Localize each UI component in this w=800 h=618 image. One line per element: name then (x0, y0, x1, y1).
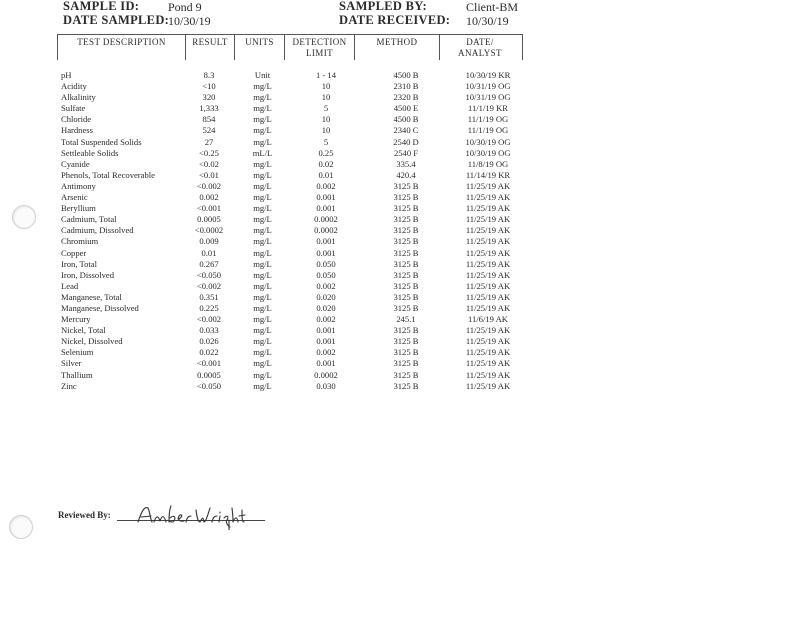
cell-detection-limit: 0.001 (316, 247, 336, 258)
cell-date-analyst: 11/25/19 AK (465, 247, 511, 258)
cell-detection-limit: 0.0002 (314, 369, 338, 380)
cell-method: 2310 B (393, 81, 419, 92)
cell-units: mg/L (253, 280, 272, 291)
cell-test-description: Nickel, Total (61, 325, 106, 336)
hole-punch (12, 205, 36, 229)
cell-detection-limit: 1 - 14 (315, 70, 337, 80)
table-row (0, 303, 800, 314)
cell-units: mL/L (252, 147, 273, 158)
cell-result: <0.25 (199, 147, 219, 158)
table-row (0, 70, 800, 81)
cell-test-description: Acidity (61, 81, 87, 92)
col-date-analyst (440, 35, 520, 60)
cell-result: 854 (202, 114, 216, 125)
cell-test-description: Mercury (61, 314, 91, 325)
date-sampled-label: DATE SAMPLED: (63, 13, 170, 27)
table-row (0, 103, 800, 114)
cell-detection-limit: 0.0002 (314, 214, 338, 225)
cell-test-description: Lead (61, 280, 79, 291)
cell-detection-limit: 10 (321, 92, 331, 103)
cell-result: <0.001 (196, 358, 222, 369)
table-row (0, 336, 800, 347)
cell-test-description: Zinc (61, 380, 77, 391)
table-row (0, 358, 800, 369)
cell-units: mg/L (253, 380, 272, 391)
cell-detection-limit: 0.020 (316, 291, 336, 302)
cell-result: <0.050 (196, 380, 222, 391)
cell-units: mg/L (253, 114, 272, 125)
cell-result: <0.002 (196, 280, 222, 291)
cell-method: 4500 E (393, 103, 419, 114)
cell-result: <0.002 (196, 314, 222, 325)
cell-detection-limit: 0.002 (316, 180, 336, 191)
table-row (0, 370, 800, 381)
cell-method: 3125 B (393, 347, 419, 358)
cell-method: 3125 B (393, 291, 419, 302)
cell-detection-limit: 0.001 (316, 192, 336, 203)
cell-test-description: Settleable Solids (61, 147, 119, 158)
cell-units: mg/L (253, 325, 272, 336)
table-row (0, 236, 800, 247)
cell-result: 1,333 (199, 103, 219, 114)
cell-method: 245.1 (396, 314, 416, 325)
cell-units: mg/L (253, 180, 272, 191)
cell-method: 2340 C (393, 125, 419, 136)
cell-method: 2540 D (393, 136, 419, 147)
table-row (0, 203, 800, 214)
table-row (0, 270, 800, 281)
cell-units: mg/L (253, 336, 272, 347)
date-received-label: DATE RECEIVED: (339, 13, 451, 27)
cell-method: 3125 B (393, 336, 419, 347)
cell-method: 3125 B (393, 247, 419, 258)
cell-date-analyst: 11/25/19 AK (465, 369, 511, 380)
cell-test-description: Alkalinity (61, 92, 96, 103)
cell-date-analyst: 11/25/19 AK (465, 180, 511, 191)
cell-detection-limit: 0.002 (316, 280, 336, 291)
cell-date-analyst: 11/25/19 AK (465, 302, 511, 313)
cell-result: 27 (204, 136, 214, 147)
table-row (0, 192, 800, 203)
handwritten-signature (136, 500, 246, 530)
cell-units: mg/L (253, 136, 272, 147)
cell-detection-limit: 0.050 (316, 258, 336, 269)
cell-method: 3125 B (393, 258, 419, 269)
cell-detection-limit: 0.050 (316, 269, 336, 280)
cell-units: mg/L (253, 347, 272, 358)
cell-result: 0.022 (199, 347, 219, 358)
cell-method: 2320 B (393, 92, 419, 103)
table-row (0, 125, 800, 136)
cell-date-analyst: 10/31/19 OG (465, 81, 511, 92)
cell-units: mg/L (253, 269, 272, 280)
cell-result: 0.225 (199, 302, 219, 313)
cell-test-description: Silver (61, 358, 82, 369)
cell-result: <0.050 (196, 269, 222, 280)
cell-method: 3125 B (393, 225, 419, 236)
sample-id-label: SAMPLE ID: (63, 0, 140, 13)
table-row (0, 325, 800, 336)
cell-date-analyst: 11/25/19 AK (465, 280, 511, 291)
reviewed-by-label: Reviewed By: (58, 510, 111, 520)
hole-punch (9, 515, 33, 539)
cell-test-description: Cadmium, Dissolved (61, 225, 134, 236)
table-row (0, 292, 800, 303)
cell-units: mg/L (253, 169, 272, 180)
cell-date-analyst: 11/25/19 AK (465, 269, 511, 280)
date-received-value: 10/30/19 (466, 14, 509, 28)
table-row (0, 381, 800, 392)
cell-detection-limit: 0.02 (318, 158, 334, 169)
cell-date-analyst: 10/31/19 OG (465, 92, 511, 103)
cell-test-description: Iron, Total (61, 258, 97, 269)
cell-detection-limit: 0.002 (316, 347, 336, 358)
col-detection-line1: DETECTION (292, 37, 347, 47)
cell-test-description: Copper (61, 247, 87, 258)
cell-result: 0.351 (199, 291, 219, 302)
cell-date-analyst: 11/25/19 AK (465, 347, 511, 358)
cell-date-analyst: 11/8/19 OG (467, 158, 509, 169)
cell-result: <10 (202, 81, 216, 92)
sampled-by-label: SAMPLED BY: (339, 0, 427, 13)
cell-result: <0.002 (196, 180, 222, 191)
cell-units: mg/L (253, 158, 272, 169)
table-row (0, 148, 800, 159)
cell-method: 3125 B (393, 302, 419, 313)
table-row (0, 81, 800, 92)
cell-units: mg/L (253, 214, 272, 225)
col-detection-limit (285, 35, 355, 60)
cell-method: 3125 B (393, 180, 419, 191)
cell-result: 0.267 (199, 258, 219, 269)
cell-detection-limit: 10 (321, 114, 331, 125)
cell-detection-limit: 0.01 (318, 169, 334, 180)
cell-date-analyst: 10/30/19 KR (465, 70, 511, 80)
table-row (0, 248, 800, 259)
cell-test-description: Arsenic (61, 192, 88, 203)
cell-detection-limit: 0.020 (316, 302, 336, 313)
cell-date-analyst: 11/25/19 AK (465, 336, 511, 347)
cell-result: 0.033 (199, 325, 219, 336)
table-row (0, 114, 800, 125)
cell-detection-limit: 5 (323, 136, 329, 147)
cell-date-analyst: 10/30/19 OG (465, 136, 511, 147)
table-column-headers (57, 34, 523, 60)
cell-date-analyst: 11/25/19 AK (465, 192, 511, 203)
cell-date-analyst: 11/1/19 KR (467, 103, 509, 114)
col-date-line1: DATE/ (466, 37, 494, 47)
cell-detection-limit: 10 (321, 125, 331, 136)
cell-test-description: Nickel, Dissolved (61, 336, 123, 347)
cell-units: mg/L (253, 236, 272, 247)
cell-date-analyst: 10/30/19 OG (465, 147, 511, 158)
col-test-description: TEST DESCRIPTION (58, 35, 186, 60)
cell-method: 4500 B (393, 114, 419, 125)
cell-detection-limit: 0.002 (316, 314, 336, 325)
cell-date-analyst: 11/25/19 AK (465, 380, 511, 391)
cell-method: 3125 B (393, 369, 419, 380)
cell-result: 0.026 (199, 336, 219, 347)
cell-test-description: Manganese, Total (61, 291, 122, 302)
cell-detection-limit: 0.001 (316, 236, 336, 247)
table-row (0, 214, 800, 225)
table-row (0, 170, 800, 181)
cell-detection-limit: 0.001 (316, 358, 336, 369)
table-row (0, 259, 800, 270)
cell-test-description: Sulfate (61, 103, 86, 114)
cell-date-analyst: 11/6/19 AK (467, 314, 509, 325)
cell-method: 420.4 (396, 169, 416, 180)
cell-detection-limit: 0.001 (316, 203, 336, 214)
cell-result: <0.0002 (194, 225, 224, 236)
cell-test-description: Phenols, Total Recoverable (61, 169, 155, 180)
cell-method: 335.4 (396, 158, 416, 169)
col-method: METHOD (355, 35, 440, 60)
cell-test-description: Antimony (61, 180, 96, 191)
date-sampled-value: 10/30/19 (168, 14, 211, 28)
cell-units: mg/L (253, 314, 272, 325)
cell-test-description: Iron, Dissolved (61, 269, 114, 280)
col-detection-line2: LIMIT (306, 48, 333, 58)
cell-method: 3125 B (393, 280, 419, 291)
table-row (0, 347, 800, 358)
cell-result: 320 (202, 92, 216, 103)
cell-method: 3125 B (393, 380, 419, 391)
cell-date-analyst: 11/25/19 AK (465, 325, 511, 336)
cell-units: mg/L (253, 81, 272, 92)
cell-units: mg/L (253, 358, 272, 369)
cell-result: 8.3 (203, 70, 215, 80)
cell-result: 524 (202, 125, 216, 136)
results-table-body (0, 70, 800, 392)
cell-test-description: Total Suspended Solids (61, 136, 142, 147)
cell-detection-limit: 0.25 (318, 147, 334, 158)
cell-date-analyst: 11/25/19 AK (465, 225, 511, 236)
cell-method: 3125 B (393, 358, 419, 369)
table-row (0, 281, 800, 292)
cell-method: 3125 B (393, 192, 419, 203)
cell-units: mg/L (253, 291, 272, 302)
cell-units: mg/L (253, 302, 272, 313)
cell-result: 0.0005 (197, 214, 221, 225)
cell-test-description: Selenium (61, 347, 94, 358)
cell-test-description: Hardness (61, 125, 93, 136)
cell-test-description: Thallium (61, 369, 93, 380)
col-date-line2: ANALYST (458, 48, 502, 58)
cell-result: <0.01 (199, 169, 219, 180)
cell-method: 3125 B (393, 325, 419, 336)
cell-detection-limit: 10 (321, 81, 331, 92)
cell-detection-limit: 0.001 (316, 336, 336, 347)
cell-units: Unit (254, 70, 271, 80)
table-row (0, 92, 800, 103)
table-row (0, 314, 800, 325)
cell-units: mg/L (253, 225, 272, 236)
cell-test-description: Chloride (61, 114, 92, 125)
cell-detection-limit: 0.001 (316, 325, 336, 336)
cell-date-analyst: 11/25/19 AK (465, 214, 511, 225)
cell-detection-limit: 0.030 (316, 380, 336, 391)
cell-result: 0.009 (199, 236, 219, 247)
cell-date-analyst: 11/14/19 KR (465, 169, 511, 180)
cell-method: 3125 B (393, 236, 419, 247)
cell-result: 0.002 (199, 192, 219, 203)
cell-method: 2540 F (393, 147, 419, 158)
cell-date-analyst: 11/25/19 AK (465, 203, 511, 214)
cell-method: 3125 B (393, 214, 419, 225)
table-row (0, 181, 800, 192)
cell-date-analyst: 11/1/19 OG (467, 114, 509, 125)
cell-test-description: Beryllium (61, 203, 96, 214)
cell-date-analyst: 11/1/19 OG (467, 125, 509, 136)
cell-units: mg/L (253, 247, 272, 258)
cell-date-analyst: 11/25/19 AK (465, 291, 511, 302)
cell-result: 0.0005 (197, 369, 221, 380)
cell-units: mg/L (253, 125, 272, 136)
cell-test-description: Manganese, Dissolved (61, 302, 139, 313)
cell-test-description: Cadmium, Total (61, 214, 117, 225)
cell-units: mg/L (253, 92, 272, 103)
cell-method: 3125 B (393, 203, 419, 214)
col-units: UNITS (235, 35, 285, 60)
table-row (0, 225, 800, 236)
cell-units: mg/L (253, 369, 272, 380)
cell-result: 0.01 (201, 247, 217, 258)
cell-units: mg/L (253, 103, 272, 114)
col-result: RESULT (186, 35, 235, 60)
sample-id-value: Pond 9 (168, 0, 202, 14)
cell-date-analyst: 11/25/19 AK (465, 236, 511, 247)
cell-units: mg/L (253, 258, 272, 269)
cell-result: <0.02 (199, 158, 219, 169)
cell-result: <0.001 (196, 203, 222, 214)
cell-units: mg/L (253, 192, 272, 203)
table-row (0, 137, 800, 148)
cell-test-description: Cyanide (61, 158, 90, 169)
cell-test-description: pH (61, 70, 72, 80)
cell-method: 3125 B (393, 269, 419, 280)
cell-method: 4500 B (393, 70, 419, 80)
sampled-by-value: Client-BM (466, 0, 519, 14)
cell-units: mg/L (253, 203, 272, 214)
cell-detection-limit: 0.0002 (314, 225, 338, 236)
cell-test-description: Chromium (61, 236, 99, 247)
table-row (0, 159, 800, 170)
cell-detection-limit: 5 (323, 103, 329, 114)
cell-date-analyst: 11/25/19 AK (465, 358, 511, 369)
cell-date-analyst: 11/25/19 AK (465, 258, 511, 269)
